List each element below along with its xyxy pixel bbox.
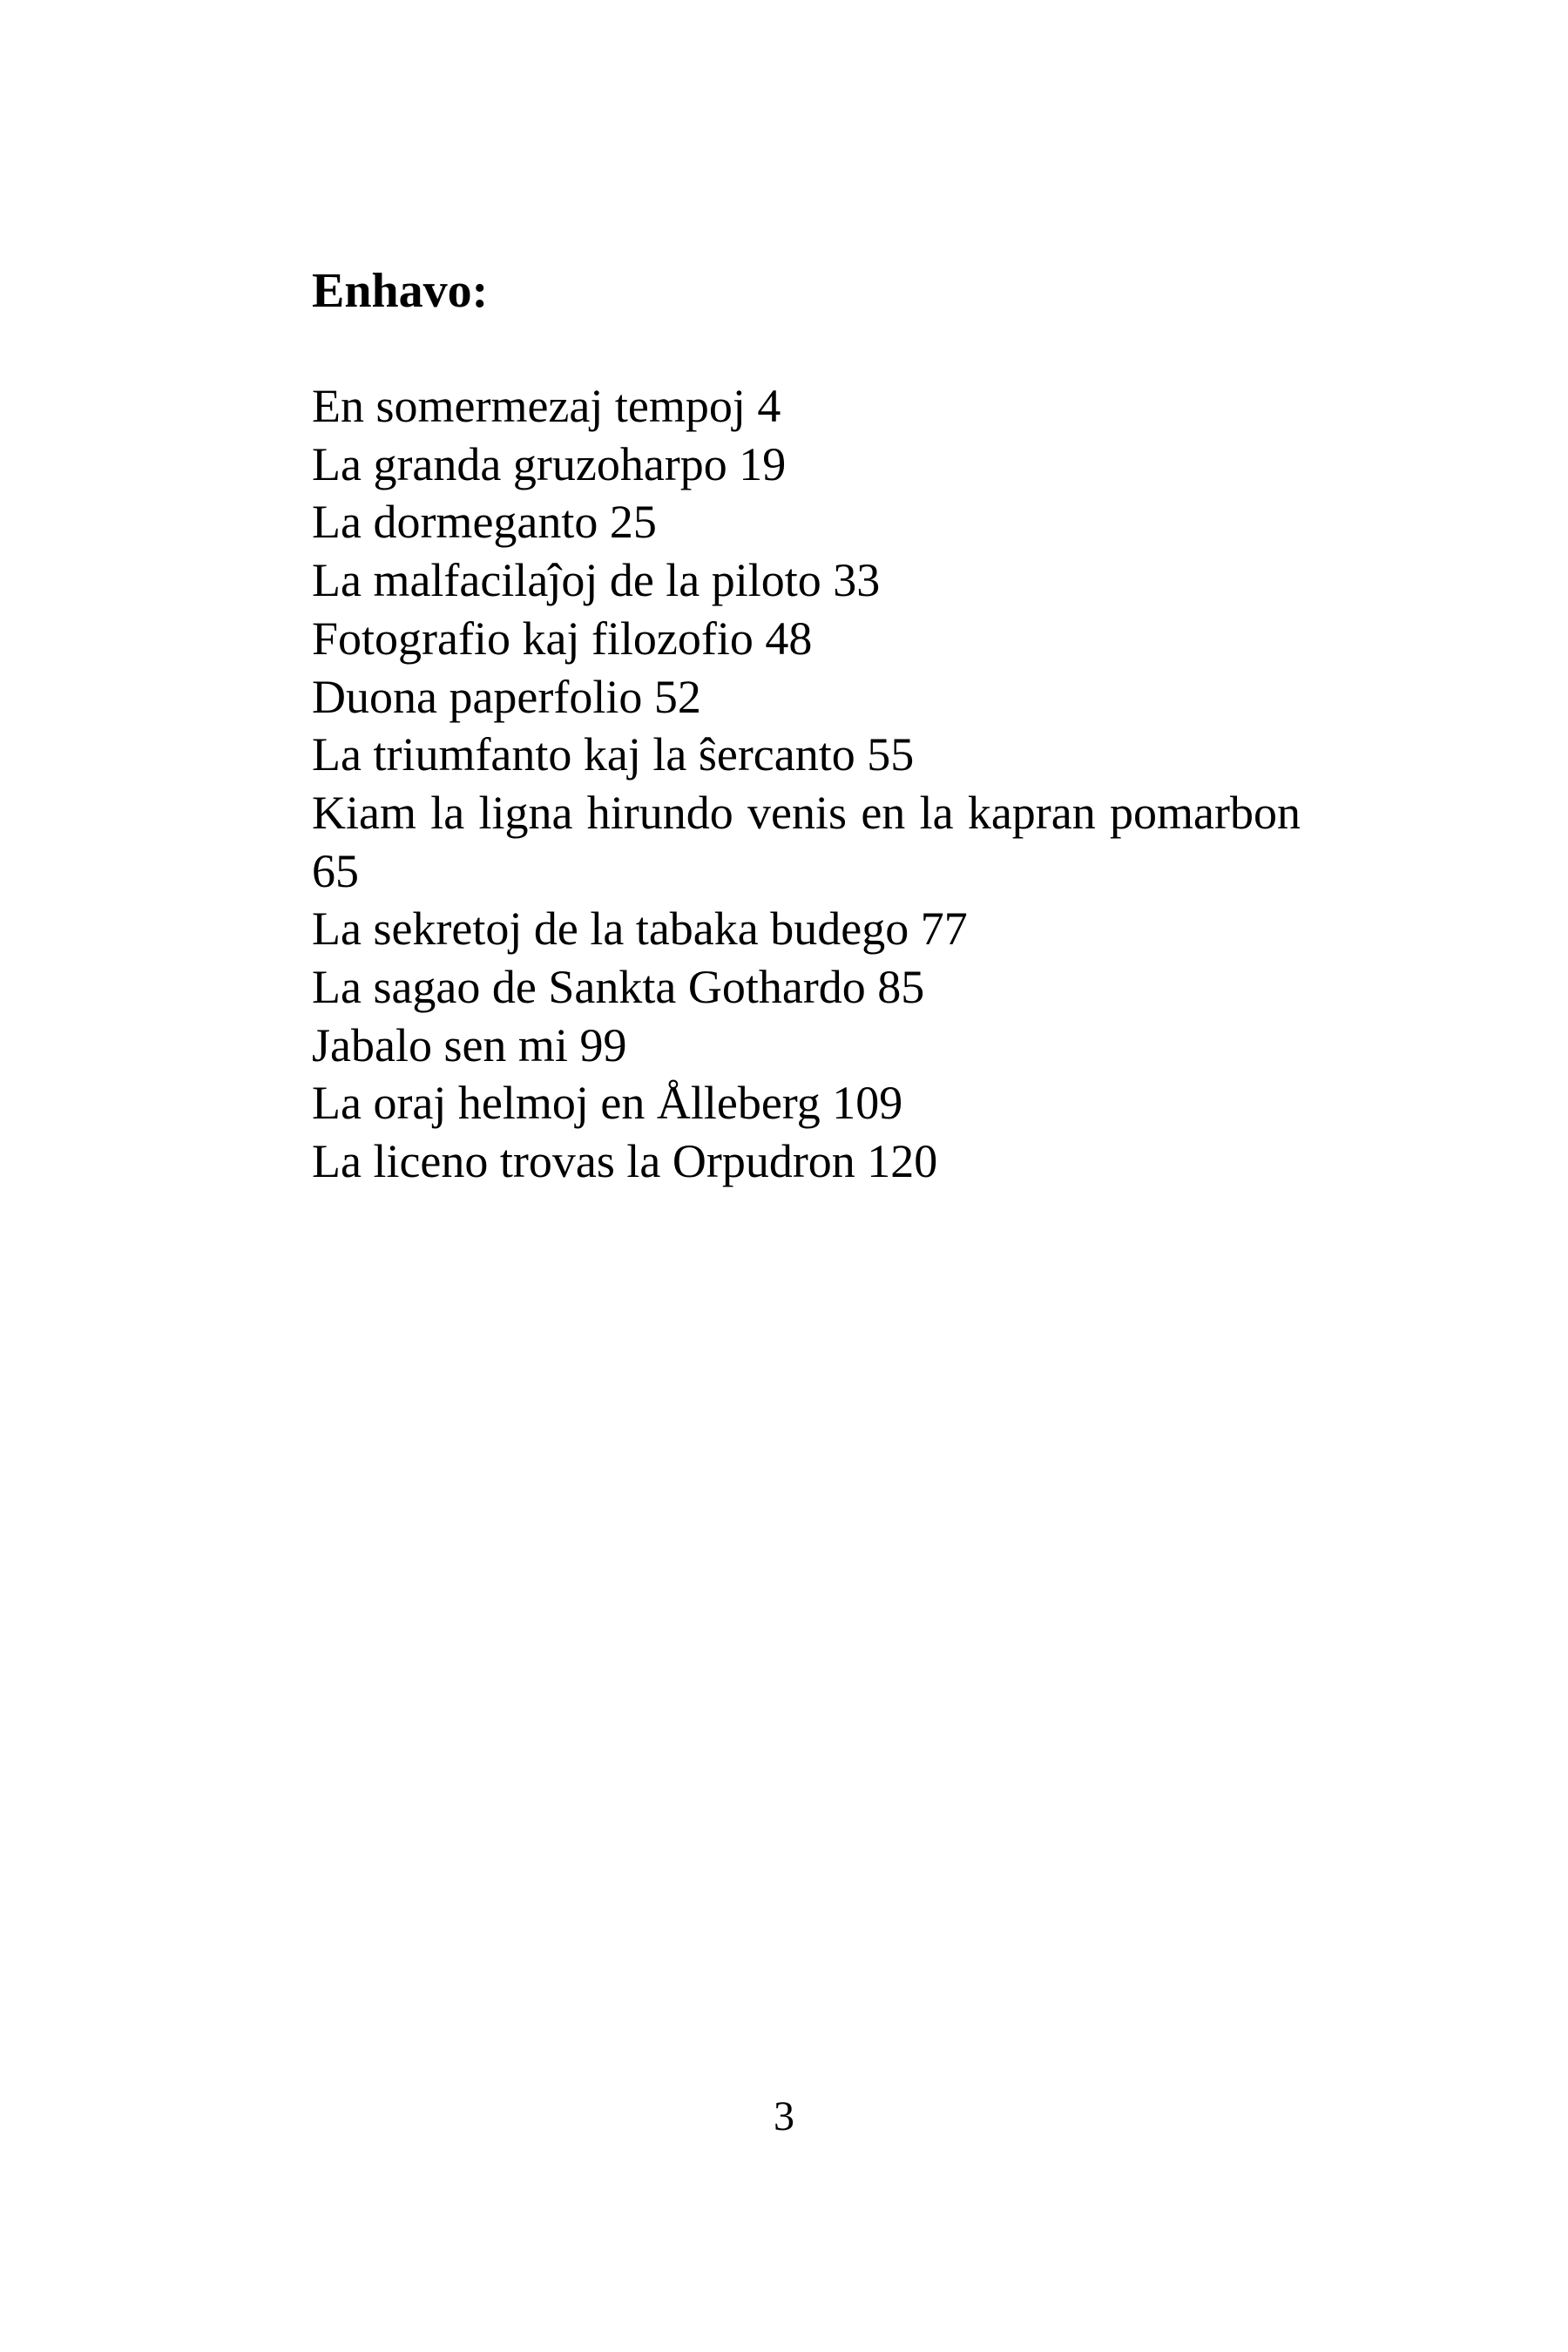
toc-entry: Jabalo sen mi 99	[312, 1018, 627, 1071]
toc-entry: La triumfanto kaj la ŝercanto 55	[312, 728, 915, 781]
toc-entry: Duona paperfolio 52	[312, 670, 701, 723]
toc-entry: Kiam la ligna hirundo venis en la kapran pomarbon 65	[312, 786, 1301, 897]
toc-heading: Enhavo:	[312, 264, 489, 318]
toc-entry: La granda gruzoharpo 19	[312, 437, 787, 490]
toc-entry: La sagao de Sankta Gothardo 85	[312, 961, 925, 1014]
table-of-contents	[312, 377, 1301, 1191]
toc-entry: Fotografio kaj filozofio 48	[312, 612, 813, 665]
toc-entry: La oraj helmoj en Ålleberg 109	[312, 1077, 903, 1130]
toc-entry: La sekretoj de la tabaka budego 77	[312, 902, 968, 956]
toc-entry: En somermezaj tempoj 4	[312, 380, 781, 432]
toc-entry: La dormeganto 25	[312, 496, 657, 549]
page-number: 3	[774, 2093, 794, 2139]
toc-entry: La malfacilaĵoj de la piloto 33	[312, 554, 881, 607]
toc-entry: La liceno trovas la Orpudron 120	[312, 1135, 938, 1188]
